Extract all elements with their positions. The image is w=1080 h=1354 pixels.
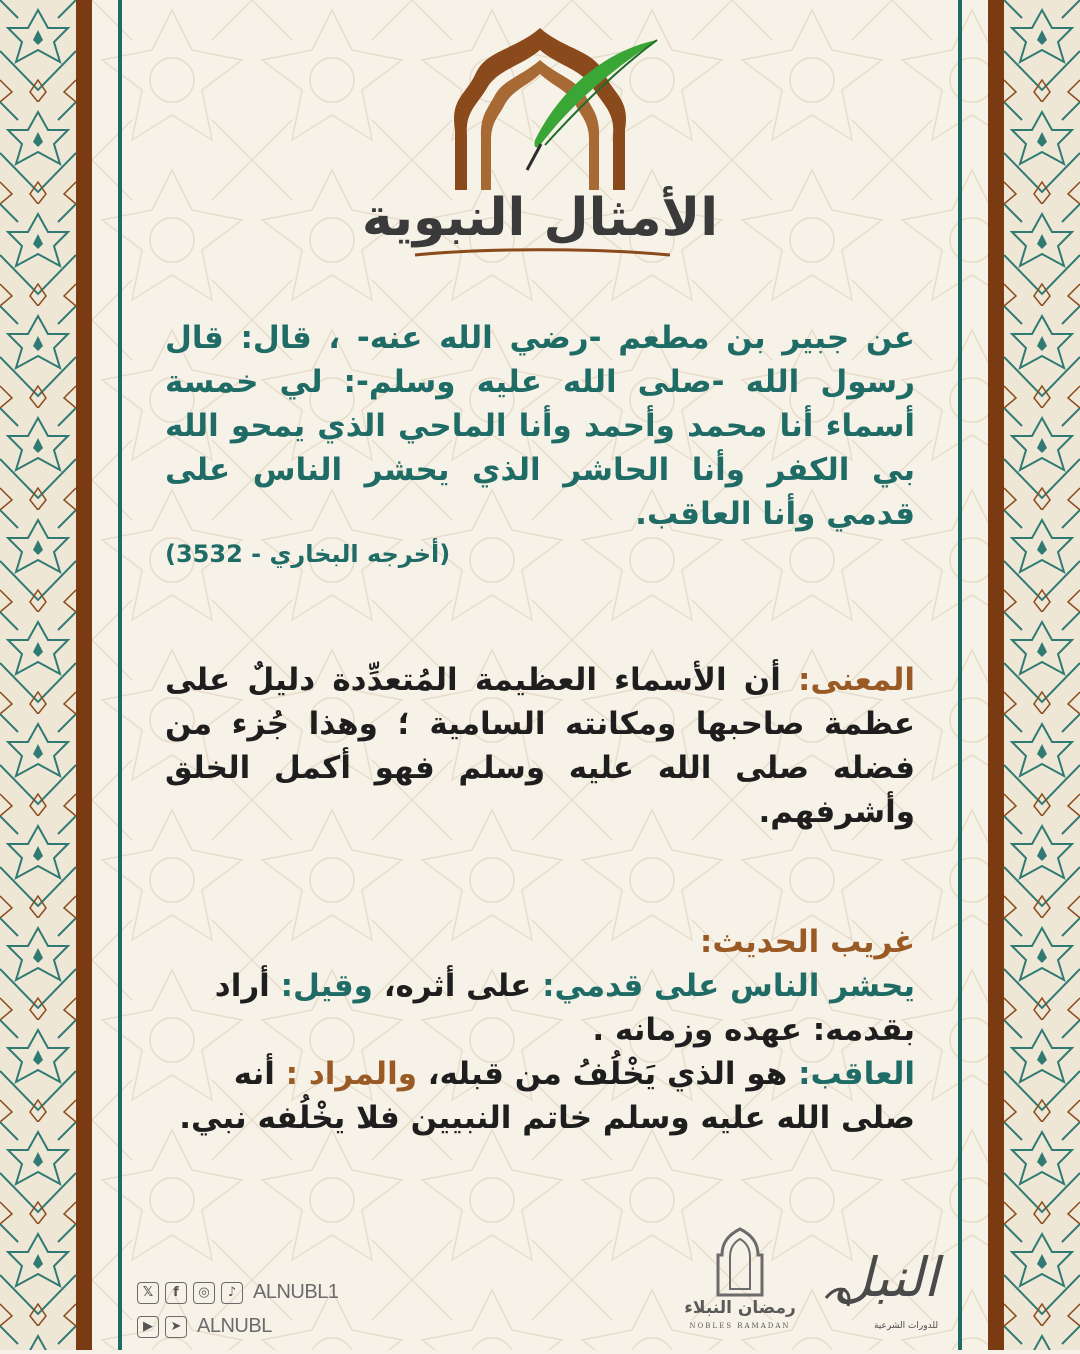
gharib-heading: غريب الحديث: bbox=[699, 924, 915, 960]
left-brown-stripe bbox=[76, 0, 92, 1350]
right-brown-stripe bbox=[988, 0, 1004, 1350]
header-logo bbox=[361, 20, 719, 265]
telegram-icon[interactable]: ➤ bbox=[165, 1316, 187, 1338]
right-teal-line bbox=[958, 0, 962, 1350]
gharib-term-1: يحشر الناس على قدمي: bbox=[542, 968, 915, 1004]
right-pattern bbox=[1004, 0, 1080, 1350]
hadith-source: (أخرجه البخاري - 3532) bbox=[165, 540, 451, 568]
left-ornamental-border bbox=[0, 0, 76, 1350]
meaning-paragraph bbox=[165, 658, 915, 834]
hadith-text: عن جبير بن مطعم -رضي الله عنه- ، قال: قال رسول الله -صلى الله عليه وسلم-: لي خمسة أسماء أنا محمد وأحمد وأنا الماحي الذي يمحو الله بي الكفر وأنا الحاشر الذي يحشر الناس على قدمي وأنا العاقب. bbox=[165, 320, 915, 532]
left-pattern bbox=[0, 0, 76, 1350]
nubl-logo-arabic: النبل bbox=[833, 1246, 939, 1309]
social-handle-2[interactable]: ALNUBL bbox=[197, 1315, 272, 1337]
tiktok-icon[interactable]: ♪ bbox=[221, 1282, 243, 1304]
social-row-2 bbox=[137, 1315, 272, 1338]
gharib-alt-text-2: أنه صلى الله عليه وسلم خاتم النبيين فلا يخْلُفه نبي. bbox=[179, 1056, 915, 1136]
gharib-entry-1 bbox=[165, 964, 915, 1052]
gharib-term-2: العاقب: bbox=[798, 1056, 915, 1092]
gharib-alt-label-1: وقيل: bbox=[280, 968, 373, 1004]
instagram-icon[interactable]: ◎ bbox=[193, 1282, 215, 1304]
header-title: الأمثال النبوية bbox=[361, 188, 719, 248]
facebook-icon[interactable]: f bbox=[165, 1282, 187, 1304]
left-teal-line bbox=[118, 0, 122, 1350]
gharib-explanation-1: على أثره، bbox=[372, 968, 543, 1004]
meaning-text: أن الأسماء العظيمة المُتعدِّدة دليلٌ على عظمة صاحبها ومكانته السامية ؛ وهذا جُزء من فضله صلى الله عليه وسلم فهو أكمل الخلق وأشرفهم. bbox=[165, 662, 915, 830]
ramadan-logo-arabic: رمضان النبلاء bbox=[684, 1298, 796, 1318]
social-handle-1[interactable]: ALNUBL1 bbox=[253, 1281, 339, 1303]
gharib-alt-text-1: أراد بقدمه: عهده وزمانه . bbox=[214, 968, 915, 1048]
gharib-section bbox=[165, 920, 915, 1140]
nobles-ramadan-logo bbox=[678, 1225, 803, 1335]
dome-arch-icon bbox=[361, 20, 719, 265]
gharib-entry-2 bbox=[165, 1052, 915, 1140]
gharib-explanation-2: هو الذي يَخْلُفُ من قبله، bbox=[416, 1056, 799, 1092]
x-icon[interactable]: 𝕏 bbox=[137, 1282, 159, 1304]
meaning-label: المعنى: bbox=[798, 662, 915, 698]
youtube-icon[interactable]: ▶ bbox=[137, 1316, 159, 1338]
ramadan-logo-latin: NOBLES RAMADAN bbox=[689, 1322, 791, 1330]
nubl-logo-sub: للدورات الشرعية bbox=[873, 1321, 939, 1331]
gharib-alt-label-2: والمراد : bbox=[285, 1056, 417, 1092]
right-ornamental-border bbox=[1004, 0, 1080, 1350]
social-row-1 bbox=[137, 1281, 338, 1304]
alnubl-logo bbox=[818, 1228, 948, 1334]
